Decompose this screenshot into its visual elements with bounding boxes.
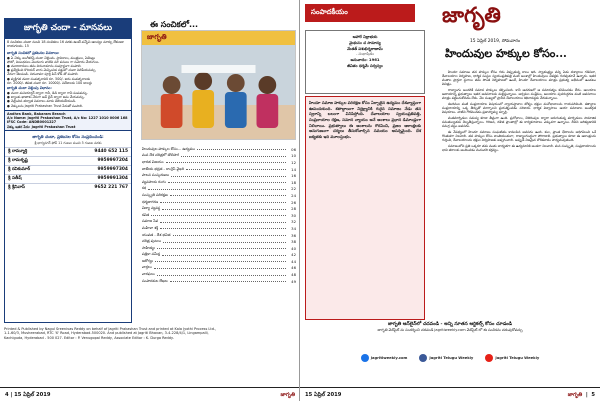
footer-brand-wrap [568,391,595,399]
cover-image [141,30,296,140]
imprint-line: 1-1-60/3, Musheerabad, RTC 'X' Road, Hyderabad-500020. And published at Jagriti Bhavan, 3-4-228/4/1, Lingampalli, [4,331,209,336]
toc-item[interactable] [142,219,296,226]
toc-item-page: 26 [291,199,296,205]
promo-heading: జాగృతి ఆన్‌లైన్‌లో చదవండి - అన్ని నూతన ఆర్టికల్స్ కోసం చూడండి [388,322,512,327]
quote-box [305,30,425,94]
contact-name: శ్రీ రామ్మూర్తి [8,149,28,155]
bank-account: A/c Name: Jagriti Prakashan Trust, A/c No: 1227 1010 0006 168 [7,116,128,121]
toc-item-page: 32 [291,219,296,225]
youtube-label: Jagriti Telugu Weekly [495,356,540,360]
website-label: jagritiweekly.com [370,356,408,360]
bank-ifsc: IFSC Code: ANDB0001227 [7,120,57,125]
toc-item-title: భారత విజయం [142,159,164,164]
subscription-intro: 8 సంచికలు చందా నుంచి 18 సంచికలు 16 వరకు ఉంటే వచ్చేవి ఆలస్యం మార్పు లేకుండా రాయగలదు. 15 [7,40,124,49]
contact-name: శ్రీ రామకృష్ణ [8,158,28,164]
contact-phone: 9440 652 115 [94,149,128,155]
contact-phone: 9959991304 [97,176,128,182]
toc-item-title: ఆరోగ్యం [142,258,154,263]
website-link[interactable] [361,354,408,362]
toc-item[interactable] [142,245,296,252]
toc-item[interactable] [142,199,296,206]
subscription-section2-heading: జాగృతి చందా చెల్లింపు విధానం: [7,86,52,91]
toc-item[interactable] [142,271,296,278]
toc-item-title: మన దేశ చరిత్రలో తొలిసారి [142,153,180,158]
toc-item-title: సంస్కృతి పరిరక్షణ [142,192,168,197]
contact-row [5,147,131,156]
footer-date: 15 ఏప్రిల్ 2019 [305,391,342,398]
quote-line: మైథునం చ సామాన్య [349,39,381,45]
toc-item[interactable] [142,225,296,232]
quote-line: అనువాదం: 1961 [350,57,380,63]
toc-item-title: విద్యా వ్యవస్థ [142,206,161,211]
subscription-section1-heading: జాగృతి సంచికలో ప్రకటనల వివరాలు: [7,50,60,55]
article-paragraph: హిందూ సమాజం తన హక్కుల కోసం గళం విప్పుతున్న కాలం ఇది. స్వాతంత్ర్యం వచ్చి ఏడు దశాబ్దాలు గడిచినా, దేవాలయాల నిర్వహణ, ధార్మిక సంస్థల స్వయంప్రతిపత్తి వంటి అంశాల్లో హిందువులు వివక్షకు గురవుతూనే ఉన్నారు. ఇతర మతాల ప్రార్థనా స్థలాలు తమ సొంత నిర్వహణలో ఉంటే, హిందూ దేవాలయాలు మాత్రం ప్రభుత్వ అధీనంలో ఉండటం విచిత్రం. [442,70,596,87]
toc-item[interactable] [142,146,296,153]
toc-item-page: 22 [291,186,296,192]
editorial-heading: సంపాదకీయం [305,4,415,22]
article-paragraph: శబరిమల వంటి సంప్రదాయాల విషయంలో న్యాయస్థానాల జోక్యం భక్తుల మనోభావాలను గాయపరిచింది. శతాబ్దాల సంప్రదాయాన్ని ఒక్క తీర్పుతో మార్చాలని ప్రయత్నించడం సరికాదు. ధార్మిక విశ్వాసాలు ఆయా సమాజాల అంతర్గత విషయాలు. వాటిని గౌరవించడం ప్రజాస్వామ్య స్ఫూర్తి. [442,101,596,115]
toc-item[interactable] [142,192,296,199]
contact-row [5,156,131,165]
dateline: 15 ఏప్రిల్ 2019, సోమవారం [470,39,521,44]
contact-note: శ్రీ భాగ్యనగర్ ఫోన్ 11 గంటల నుంచి 5 గంటల వరకు [34,141,102,146]
toc-item-page: 34 [291,225,296,231]
toc-item-page: 06 [291,146,296,152]
toc-item-title: యువత - దేశ భవిత [142,232,171,237]
toc-item[interactable] [142,205,296,212]
toc-item-title: సాహిత్యం [142,245,156,250]
article-paragraph: సమాజంలోని ప్రతి ఒక్కరూ తమ వంతు బాధ్యతగా ఈ ఉద్యమానికి అండగా నిలవాలి. మన సంస్కృతి, సంప్రదాయాలను భావి తరాలకు అందించడం మనందరి కర్తవ్యం. [442,143,596,152]
list-item: ● ఏ చెక్కు అంగీకరిస్తే చందా చెల్లించు. స్థానికాలు, మంత్రులు, ఏజెంట్లు [7,55,96,60]
list-item: ● చందాదారులు తమ చిరునామాను సంపూర్ణంగా పంపాలి. [7,64,82,68]
toc-item-title: వార్తలు [142,265,152,270]
cover-masthead: జాగృతి [147,33,167,41]
toc-item-page: 18 [291,179,296,185]
footer-brand: జాగృతి [567,391,583,398]
bank-trust: చెక్కు ఇతర పేరు: Jagriti Prakashan Trust [7,124,76,129]
cover-photo-illustration [142,45,295,140]
imprint-line: Printed & Published by Nagul Sreenivas Reddy on behalf of Jagriti Prakashan Trust and printed at Kala Jyothi Process Ltd., [4,327,217,331]
toc-item-page: 30 [291,212,296,218]
toc-item[interactable] [142,252,296,259]
toc-item-title: వారఫలం [142,272,155,277]
toc-item-title: చరిత్ర పుటలు [142,239,161,244]
globe-icon [361,354,369,362]
toc-item[interactable] [142,212,296,219]
contact-row [5,174,131,183]
subscription-panel [4,18,132,323]
facebook-link[interactable] [419,354,473,362]
youtube-icon [485,354,493,362]
contact-phone: 9652 221 767 [94,185,128,191]
toc-item-title: సమాజ సేవ [142,219,159,224]
quote-line: జీవితం ధర్మమే సర్వస్వం [347,62,383,68]
toc-item-page: 38 [291,239,296,245]
editorial-article [442,70,596,320]
contact-heading: జాగృతి చందా, ప్రకటనల కోసం సంప్రదించండి: [32,134,104,140]
toc-item-title: కవిత [142,212,150,217]
toc-item-title: ధర్మజాగరణ [142,199,159,204]
article-paragraph: మతమార్పిడుల సమస్య కూడా తీవ్రంగా ఉంది. ప్రలోభాలు, బెదిరింపుల ద్వారా జరుగుతున్న మార్పిడులు సామాజిక సమతుల్యతను దెబ్బతీస్తున్నాయి. గిరిజన, దళిత ప్రాంతాల్లో ఈ కార్యకలాపాలు ఎక్కువగా ఉన్నాయి. దీనిని అరికట్టడానికి సమగ్ర చట్టం అవసరం. [442,115,596,128]
toc-title: ఈ సంచికలో... [150,20,199,29]
list-item: ● చందా మనియార్డర్ ద్వారా గానీ, డిడి ద్వారా గానీ పంపవచ్చు. [7,91,88,96]
toc-item-title: సంపాదకుల లేఖలు [142,278,169,283]
quote-line: ఆహారే నిద్రాభయ [352,34,378,39]
contact-phone: 9959997204 [97,158,128,164]
youtube-link[interactable] [485,354,539,362]
facebook-label: Jagriti Telugu Weekly [429,356,474,360]
right-page [300,0,600,401]
toc-item-title: మహిళా శక్తి [142,225,159,230]
contact-phone: 9959997304 [97,167,128,173]
toc-item[interactable] [142,232,296,239]
toc-item-page: 16 [291,173,296,179]
toc-item-page: 10 [291,153,296,159]
promo-text: జాగృతి వెబ్‌సైట్ ను సందర్శించి చదవండి jagritiweekly.com వెబ్‌సైట్ లో ఈ సంచికను చదువుకోవచ్చు [377,328,523,332]
right-page-footer [300,387,600,401]
toc-item-page: 28 [291,206,296,212]
list-item: ● చెల్లించిన తర్వాత వివరాలు మాకు తెలియజేయండి. [7,99,76,104]
toc-item-title: జాతీయ భద్రత - కాంగ్రెస్ వైఖరి [142,166,185,171]
toc-item[interactable] [142,278,296,285]
subscription-title: జాగృతి చందా - మానవలు [5,19,131,39]
bank-details [5,110,131,131]
page-number: 5 [591,391,595,398]
contact-row [5,165,131,174]
toc-item[interactable] [142,166,296,173]
imprint-line: Kachiguda, Hyderabad - 500 027. Editor : P. Venugopal Reddy, Associate Editor : K. Durga Reddy. [4,335,174,340]
toc-item-title: కథ [142,186,147,191]
contact-name: శ్రీ శ్రీనివాస్ [8,185,25,191]
toc-item[interactable] [142,153,296,160]
toc-item-page: 46 [291,265,296,271]
article-paragraph: రాజ్యాంగం అందరికీ సమాన హక్కులు కల్పించింది. కానీ ఆచరణలో ఆ సమానత్వం కనిపించడం లేదు. ఆలయాల ఆదాయాన్ని ప్రభుత్వాలు ఇతర అవసరాలకు మళ్లిస్తున్నాయి. అర్చకుల సంక్షేమం, ఆలయాల పునరుద్ధరణ వంటి అవసరాలు మాత్రం పట్టించుకోవడం లేదు. వేల సంఖ్యలో ప్రాచీన దేవాలయాలు శిథిలావస్థకు చేరుకున్నాయి. [442,88,596,101]
toc-item[interactable] [142,238,296,245]
table-of-contents [142,146,296,284]
toc-item-title: పత్రికా సమీక్ష [142,252,160,257]
toc-item-title: పాలన సంస్కరణలు [142,173,170,178]
masthead-logo: జాగృతి [442,2,501,27]
toc-item-title: హిందువుల హక్కుల కోసం... ఉద్యమం [142,146,196,151]
contact-row [5,183,131,192]
footer-separator: | [8,391,15,398]
page-number: 4 [5,391,9,398]
list-item: ఫోటో, నిబంధనలు మొదలగు వాటిని మా పనులు గా నమోదు చేయగలం. [7,59,100,64]
editorial-headline: హిందువుల హక్కుల కోసం... [445,47,567,60]
left-page-footer [0,387,300,401]
toc-item-page: 14 [291,166,296,172]
contact-name: శ్రీ సతీష్ [8,176,22,182]
toc-item[interactable] [142,179,296,186]
list-item: ● ప్రత్యేకించి కొరియర్ వారు మెప్పించిన పక్షంలో చందా నిలిపేయవచ్చు [7,68,96,73]
list-item: ● వ్యక్తిగత చందా సంవత్సరానికి రూ. 500/- ఐదు సంవత్సరాలకు [7,76,91,81]
print-imprint [4,327,296,340]
toc-item[interactable] [142,172,296,179]
facebook-icon [419,354,427,362]
toc-item[interactable] [142,258,296,265]
article-paragraph: ఈ నేపథ్యంలో హిందూ సమాజం సంఘటితం కావలసిన అవసరం ఉంది. కుల, ప్రాంత భేదాలను అధిగమించి ఒకే గొంతుకగా నిలవాలి. తన హక్కుల కోసం శాంతియుతంగా, రాజ్యాంగబద్ధంగా పోరాడాలి. ప్రభుత్వాలు కూడా ఈ ఆకాంక్షలను గుర్తించి, దేవాలయాలను భక్తుల నిర్వహణకు అప్పగించాలి. అప్పుడే నిజమైన లౌకికవాదం సాధ్యమవుతుంది. [442,129,596,142]
toc-item-title: వ్యవసాయ రంగం [142,179,167,184]
list-item: రూ. 2000/- జీవిత చందా రూ. 10000/- విదేశాలకు 100 డాలర్లు [7,80,93,85]
subscription-section2-list [5,91,131,108]
toc-item-page: 36 [291,232,296,238]
toc-item-page: 49 [291,278,296,284]
quote-line: మేతత్ పశుభిర్నరాణామ్ [347,45,383,51]
footer-date: 15 ఏప్రిల్ 2019 [14,391,51,398]
toc-item-page: 48 [291,272,296,278]
toc-item[interactable] [142,265,296,272]
toc-item-page: 42 [291,252,296,258]
toc-item[interactable] [142,186,296,193]
online-promo [305,322,595,346]
subscription-section1-list [5,56,131,85]
list-item: నేరుగా తెలపండి. చిరునామా పూర్తి పిన్ కోడ్ తో పంపాలి. [7,72,79,77]
list-item: ● చెక్కులను Jagriti Prakashan Trust పేరుతో పంపాలి. [7,103,83,108]
list-item: ● బ్యాంకు ఖాతాకు నేరుగా ఆన్ లైన్ ద్వారా జమ చేయవచ్చు. [7,95,85,100]
social-links [305,348,595,368]
footer-brand: జాగృతి [280,391,295,398]
toc-item[interactable] [142,159,296,166]
highlight-text: హిందూ సమాజ హక్కుల పరిరక్షణ కోసం ఏర్పాటైన ఉద్యమం దేశవ్యాప్తంగా ఊపందుకుంది. శతాబ్దాలుగా నిర్లక్ష్యానికి గురైన సమాజం నేడు తన స్వరాన్ని బలంగా వినిపిస్తోంది. దేవాలయాల స్వయంప్రతిపత్తి, సంప్రదాయాల రక్షణ, సమాన న్యాయం అనే అంశాలు ప్రధాన డిమాండ్లుగా నిలిచాయి. ప్రభుత్వాలు ఈ అంశాలను గౌరవించి, ప్రజల ఆకాంక్షలకు అనుగుణంగా చర్యలు తీసుకోవాల్సిన సమయం ఆసన్నమైంది. దేశ ఐక్యతకు ఇది మూలస్తంభం. [309,100,421,139]
toc-item-page: 44 [291,258,296,264]
toc-item-page: 24 [291,192,296,198]
toc-item-page: 40 [291,245,296,251]
quote-source: - సుభాషితం [355,51,375,57]
contact-name: శ్రీ రవికుమార్ [8,167,31,173]
toc-item-page: 12 [291,159,296,165]
footer-separator: | [584,391,590,398]
highlight-box [305,96,425,320]
bank-name: Andhra Bank, Bakaram Branch [7,111,66,116]
